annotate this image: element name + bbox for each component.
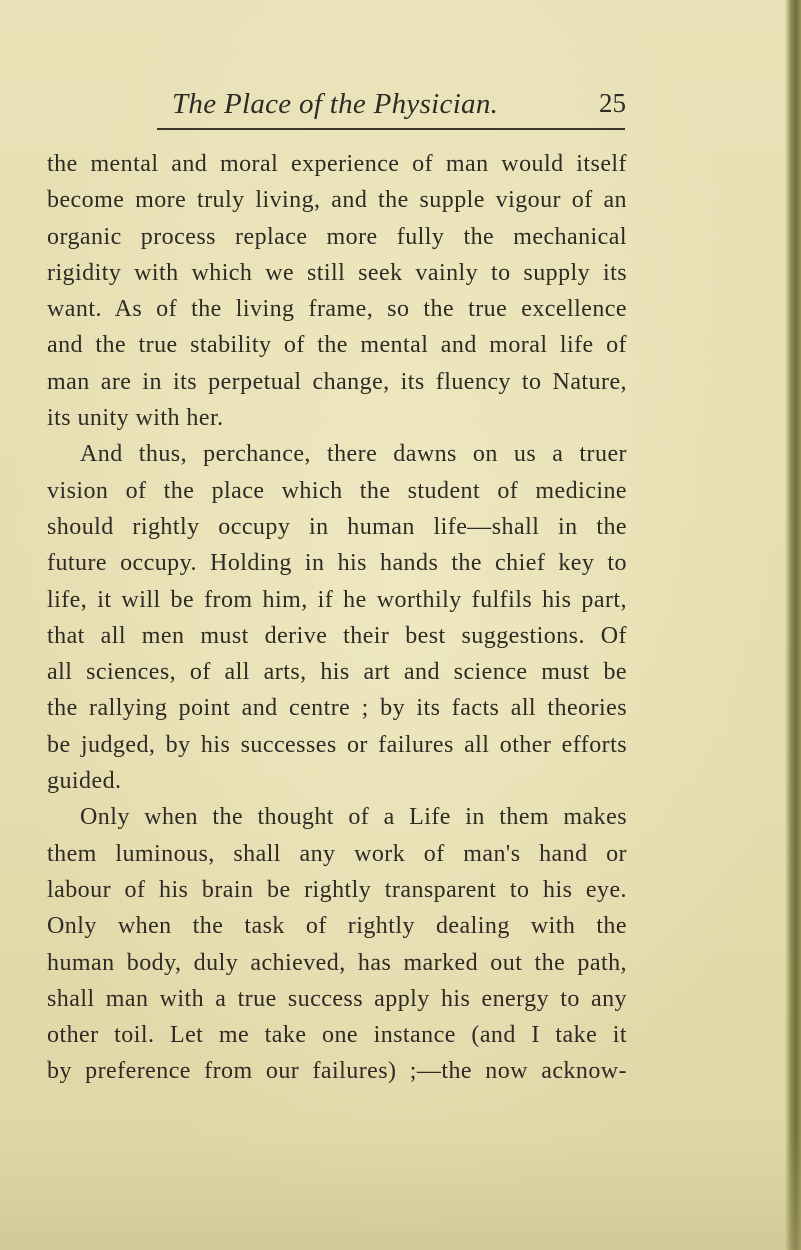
text-line: vision of the place which the student of medicine (47, 477, 627, 504)
text-line: the rallying point and centre ; by its facts all theories (47, 695, 627, 722)
text-line: Only when the task of rightly dealing with the (47, 913, 627, 940)
text-line: be judged, by his successes or failures all other efforts (47, 731, 627, 758)
text-line: and the true stability of the mental and moral life of (47, 332, 627, 359)
page-header (160, 88, 626, 130)
text-line: should rightly occupy in human life—shall in the (47, 513, 627, 540)
text-line: human body, duly achieved, has marked out the path, (47, 949, 627, 976)
text-line: its unity with her. (47, 405, 224, 432)
text-line: labour of his brain be rightly transparent to his eye. (47, 876, 627, 903)
text-line: by preference from our failures) ;—the now acknow- (47, 1058, 627, 1085)
text-line: future occupy. Holding in his hands the chief key to (47, 550, 627, 577)
text-line: become more truly living, and the supple vigour of an (47, 187, 627, 214)
text-line: the mental and moral experience of man would itself (47, 151, 627, 177)
text-line: man are in its perpetual change, its fluency to Nature, (47, 368, 627, 395)
body-text (47, 146, 627, 1090)
text-line: life, it will be from him, if he worthily fulfils his part, (47, 586, 627, 613)
page-bottom-shade (0, 1130, 801, 1250)
text-line: shall man with a true success apply his energy to any (47, 985, 627, 1012)
running-title: The Place of the Physician. (172, 88, 499, 120)
text-line: And thus, perchance, there dawns on us a truer (80, 441, 627, 468)
text-line: them luminous, shall any work of man's hand or (47, 840, 627, 867)
page-edge-shadow (785, 0, 801, 1250)
text-line: rigidity with which we still seek vainly to supply its (47, 259, 627, 286)
text-line: other toil. Let me take one instance (and I take it (47, 1022, 627, 1049)
text-line: Only when the thought of a Life in them makes (80, 804, 627, 831)
text-line: organic process replace more fully the mechanical (47, 223, 627, 250)
text-line: that all men must derive their best suggestions. Of (47, 622, 627, 649)
header-rule (157, 128, 625, 130)
page-number: 25 (599, 88, 626, 118)
text-line: guided. (47, 768, 122, 795)
text-line: want. As of the living frame, so the true excellence (47, 296, 627, 323)
text-line: all sciences, of all arts, his art and science must be (47, 659, 627, 686)
